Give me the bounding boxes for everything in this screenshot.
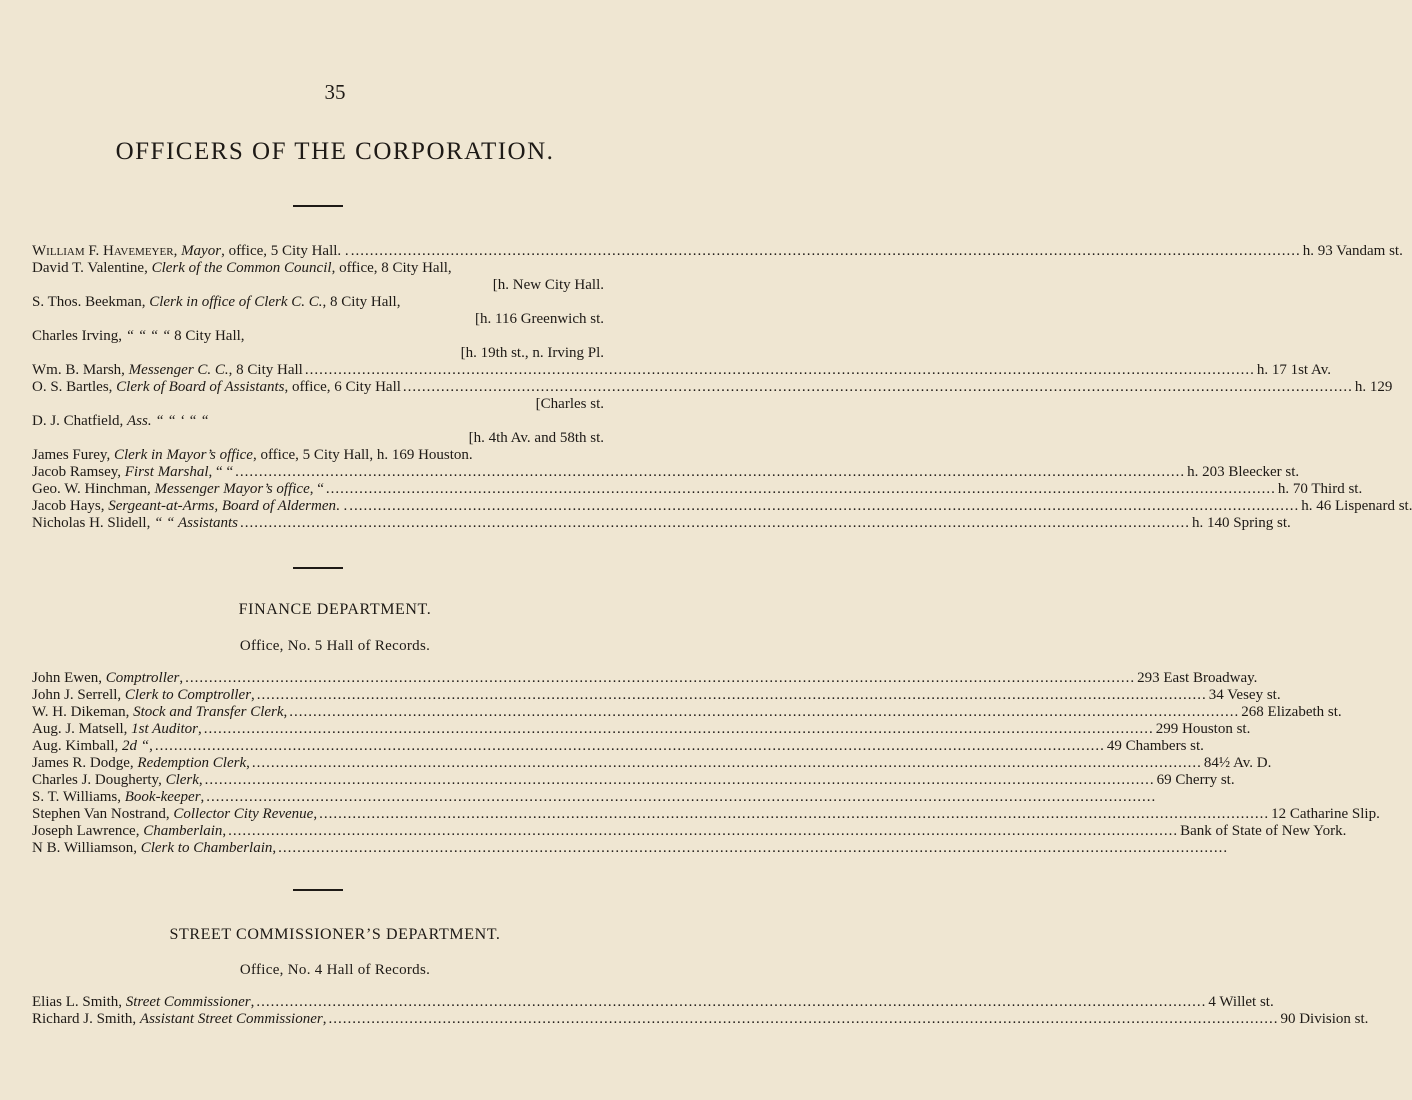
officer-address-continued: [Charles st.	[535, 396, 604, 412]
entry-left: Joseph Lawrence, Chamberlain,	[32, 823, 227, 839]
officer-address: h. 203 Bleecker st.	[1187, 464, 1300, 480]
officer-name: Wm. B. Marsh	[32, 362, 122, 378]
entry-left: James Furey, Clerk in Mayor’s office, office, 5 City Hall, h. 169 Houston.	[32, 447, 473, 463]
entry-continuation	[32, 430, 604, 447]
officer-name: Elias L. Smith	[32, 994, 119, 1010]
entry-line	[32, 328, 604, 345]
officer-entry	[32, 498, 1412, 515]
officer-address: 293 East Broadway.	[1137, 670, 1258, 686]
officer-address: h. 140 Spring st.	[1192, 515, 1291, 531]
officer-address: 90 Division st.	[1280, 1011, 1369, 1027]
officer-title: Street Commissioner	[125, 994, 251, 1010]
entry-continuation	[32, 396, 604, 413]
finance-officers-list	[32, 670, 1380, 857]
entry-left: John Ewen, Comptroller,	[32, 670, 184, 686]
officer-name: Stephen Van Nostrand	[32, 806, 166, 822]
officer-name: Charles Irving	[32, 328, 119, 344]
divider-rule	[293, 205, 343, 207]
entry-continuation	[32, 311, 604, 328]
entry-left: N B. Williamson, Clerk to Chamberlain,	[32, 840, 277, 856]
entry-continuation	[32, 345, 604, 362]
officer-title: Chamberlain	[143, 823, 223, 839]
leader-dots: ........................................................................................................................................................................................................	[203, 721, 1154, 737]
officer-title: Ass. “ “ ‘ “ “	[127, 413, 209, 429]
officer-entry	[32, 294, 604, 328]
leader-dots: ........................................................................................................................................................................................................	[349, 498, 1300, 514]
leader-dots: ........................................................................................................................................................................................................	[328, 1011, 1279, 1027]
officer-name: Jacob Hays	[32, 498, 101, 514]
entry-left: S. Thos. Beekman, Clerk in office of Clerk C. C., 8 City Hall,	[32, 294, 401, 310]
entry-continuation	[32, 277, 604, 294]
street-officers-list	[32, 994, 1369, 1028]
officer-title: Clerk in office of Clerk C. C.	[149, 294, 323, 310]
officer-office: , 8 City Hall,	[322, 294, 401, 310]
officer-entry	[32, 806, 1380, 823]
officer-entry	[32, 994, 1274, 1011]
officer-entry	[32, 515, 1291, 532]
officer-title: 1st Auditor	[131, 721, 198, 737]
officer-name: D. J. Chatfield	[32, 413, 120, 429]
officer-entry	[32, 260, 604, 294]
entry-line	[32, 294, 604, 311]
officer-title: Clerk to Comptroller	[124, 687, 252, 703]
officer-address-continued: [h. 116 Greenwich st.	[475, 311, 604, 327]
officer-office: , office, 5 City Hall, h. 169 Houston.	[252, 447, 473, 463]
leader-dots: ........................................................................................................................................................................................................	[402, 379, 1353, 395]
leader-dots: ........................................................................................................................................................................................................	[206, 789, 1157, 805]
officer-entry	[32, 362, 1332, 379]
leader-dots: ........................................................................................................................................................................................................	[240, 515, 1191, 531]
officer-entry	[32, 379, 1393, 413]
officer-address: h. 129	[1354, 379, 1393, 395]
officer-title: Sergeant-at-Arms, Board of Aldermen	[108, 498, 336, 514]
entry-left: James R. Dodge, Redemption Clerk,	[32, 755, 250, 771]
entry-left: Charles J. Dougherty, Clerk,	[32, 772, 203, 788]
officer-address: 34 Vesey st.	[1208, 687, 1281, 703]
leader-dots: ........................................................................................................................................................................................................	[304, 362, 1255, 378]
officer-entry	[32, 738, 1204, 755]
entry-left: Richard J. Smith, Assistant Street Commissioner,	[32, 1011, 327, 1027]
officer-title: Clerk	[165, 772, 199, 788]
officer-entry	[32, 772, 1235, 789]
officer-address: 4 Willet st.	[1208, 994, 1274, 1010]
officer-title: Redemption Clerk	[137, 755, 247, 771]
entry-left: Jacob Ramsey, First Marshal, “ “	[32, 464, 234, 480]
finance-heading: FINANCE DEPARTMENT.	[238, 601, 432, 618]
officer-entry	[32, 413, 604, 447]
leader-dots: ........................................................................................................................................................................................................	[319, 806, 1270, 822]
leader-dots: ........................................................................................................................................................................................................	[256, 687, 1207, 703]
page-number: 35	[324, 80, 346, 104]
entry-left: Aug. Kimball, 2d “,	[32, 738, 153, 754]
officer-title: Messenger Mayor’s office	[154, 481, 310, 497]
entry-line	[32, 260, 604, 277]
entry-left: O. S. Bartles, Clerk of Board of Assistants, office, 6 City Hall	[32, 379, 401, 395]
officer-title: Clerk of Board of Assistants	[116, 379, 285, 395]
entry-left: S. T. Williams, Book-keeper,	[32, 789, 205, 805]
entry-left: Geo. W. Hinchman, Messenger Mayor’s office, “	[32, 481, 324, 497]
officer-address: 12 Catharine Slip.	[1271, 806, 1380, 822]
street-office: Office, No. 4 Hall of Records.	[239, 962, 431, 978]
entry-left: Jacob Hays, Sergeant-at-Arms, Board of Aldermen. .	[32, 498, 348, 514]
officer-title: Clerk of the Common Council	[151, 260, 332, 276]
officer-title: Mayor	[181, 243, 222, 259]
entry-left: John J. Serrell, Clerk to Comptroller,	[32, 687, 255, 703]
officer-address: 69 Cherry st.	[1156, 772, 1235, 788]
officer-entry	[32, 721, 1251, 738]
officer-address: 299 Houston st.	[1155, 721, 1251, 737]
officer-address: h. 70 Third st.	[1277, 481, 1363, 497]
entry-left: Nicholas H. Slidell, “ “ Assistants	[32, 515, 239, 531]
entry-line	[32, 515, 1291, 532]
entry-line	[32, 413, 604, 430]
leader-dots: ........................................................................................................................................................................................................	[325, 481, 1276, 497]
officer-address: Bank of State of New York.	[1180, 823, 1347, 839]
officer-name: Geo. W. Hinchman	[32, 481, 147, 497]
officer-name: Charles J. Dougherty	[32, 772, 159, 788]
officer-name: John J. Serrell	[32, 687, 118, 703]
entry-left: William F. Havemeyer, Mayor, office, 5 City Hall. .	[32, 243, 349, 259]
officer-name: Aug. Kimball	[32, 738, 115, 754]
page-title: OFFICERS OF THE CORPORATION.	[115, 138, 555, 165]
officer-name: S. T. Williams	[32, 789, 118, 805]
officer-address: 268 Elizabeth st.	[1241, 704, 1342, 720]
entry-left: Wm. B. Marsh, Messenger C. C., 8 City Hall	[32, 362, 303, 378]
officer-title: Stock and Transfer Clerk	[133, 704, 284, 720]
officer-title: “ “ “ “	[125, 328, 171, 344]
leader-dots: ........................................................................................................................................................................................................	[350, 243, 1301, 259]
finance-office: Office, No. 5 Hall of Records.	[239, 638, 431, 654]
officer-title: Collector City Revenue	[173, 806, 314, 822]
officer-address: 84½ Av. D.	[1203, 755, 1272, 771]
officer-address: h. 17 1st Av.	[1256, 362, 1332, 378]
officer-name: O. S. Bartles	[32, 379, 109, 395]
entry-line	[32, 447, 604, 464]
leader-dots: ........................................................................................................................................................................................................	[235, 464, 1186, 480]
officer-name: Joseph Lawrence	[32, 823, 136, 839]
officer-name: William F. Havemeyer	[32, 243, 174, 259]
entry-left: Charles Irving, “ “ “ “ 8 City Hall,	[32, 328, 245, 344]
leader-dots: ........................................................................................................................................................................................................	[185, 670, 1136, 686]
leader-dots: ........................................................................................................................................................................................................	[154, 738, 1105, 754]
officer-name: Aug. J. Matsell	[32, 721, 124, 737]
officer-office: , office, 8 City Hall,	[331, 260, 452, 276]
entry-line	[32, 362, 1332, 379]
street-heading: STREET COMMISSIONER’S DEPARTMENT.	[169, 926, 501, 943]
officer-title: Comptroller	[105, 670, 180, 686]
officer-title: Clerk in Mayor’s office	[113, 447, 253, 463]
officer-entry	[32, 447, 604, 464]
officer-entry	[32, 755, 1272, 772]
officer-entry	[32, 481, 1363, 498]
officer-office: , office, 5 City Hall. .	[221, 243, 349, 259]
entry-left: W. H. Dikeman, Stock and Transfer Clerk,	[32, 704, 288, 720]
officer-entry	[32, 704, 1342, 721]
officer-office: , “	[309, 481, 324, 497]
entry-line	[32, 243, 1403, 260]
officer-entry	[32, 1011, 1369, 1028]
entry-left: D. J. Chatfield, Ass. “ “ ‘ “ “	[32, 413, 209, 429]
leader-dots: ........................................................................................................................................................................................................	[289, 704, 1240, 720]
entry-left: David T. Valentine, Clerk of the Common Council, office, 8 City Hall,	[32, 260, 452, 276]
officer-address-continued: [h. New City Hall.	[492, 277, 604, 293]
officer-name: James Furey	[32, 447, 107, 463]
officer-entry	[32, 670, 1258, 687]
officer-name: Richard J. Smith	[32, 1011, 133, 1027]
officer-name: N B. Williamson	[32, 840, 134, 856]
officer-entry	[32, 328, 604, 362]
officer-office: , office, 6 City Hall	[284, 379, 401, 395]
officer-address: 49 Chambers st.	[1106, 738, 1204, 754]
officer-title: Messenger C. C.	[128, 362, 229, 378]
officer-entry	[32, 243, 1403, 260]
officer-title: “ “ Assistants	[154, 515, 239, 531]
entry-line	[32, 498, 1412, 515]
officer-entry	[32, 823, 1347, 840]
officer-address-continued: [h. 4th Av. and 58th st.	[468, 430, 604, 446]
divider-rule	[293, 889, 343, 891]
officer-office: , 8 City Hall	[228, 362, 303, 378]
leader-dots: ........................................................................................................................................................................................................	[204, 772, 1155, 788]
leader-dots: ........................................................................................................................................................................................................	[256, 994, 1207, 1010]
officer-name: James R. Dodge	[32, 755, 130, 771]
entry-line	[32, 481, 1363, 498]
officer-name: W. H. Dikeman	[32, 704, 126, 720]
officer-title: Assistant Street Commissioner	[139, 1011, 323, 1027]
officer-address: h. 93 Vandam st.	[1302, 243, 1403, 259]
officer-entry	[32, 789, 1157, 806]
officer-entry	[32, 687, 1281, 704]
officer-title: Book-keeper	[124, 789, 201, 805]
entry-left: Aug. J. Matsell, 1st Auditor,	[32, 721, 202, 737]
officer-title: First Marshal	[124, 464, 209, 480]
leader-dots: ........................................................................................................................................................................................................	[251, 755, 1202, 771]
entry-left: Stephen Van Nostrand, Collector City Revenue,	[32, 806, 318, 822]
leader-dots: ........................................................................................................................................................................................................	[228, 823, 1179, 839]
entry-line	[32, 379, 1393, 396]
leader-dots: ........................................................................................................................................................................................................	[278, 840, 1229, 856]
officer-name: Nicholas H. Slidell	[32, 515, 147, 531]
officer-name: David T. Valentine	[32, 260, 145, 276]
officer-office: . .	[335, 498, 348, 514]
officer-entry	[32, 840, 1229, 857]
officer-title: Clerk to Chamberlain	[140, 840, 273, 856]
corporation-officers-list	[32, 243, 1412, 532]
officer-address-continued: [h. 19th st., n. Irving Pl.	[460, 345, 604, 361]
officer-name: S. Thos. Beekman	[32, 294, 142, 310]
entry-line	[32, 464, 1300, 481]
officer-office: 8 City Hall,	[170, 328, 245, 344]
officer-entry	[32, 464, 1300, 481]
officer-address: h. 46 Lispenard st.	[1301, 498, 1412, 514]
officer-name: John Ewen	[32, 670, 99, 686]
officer-office: , “ “	[208, 464, 234, 480]
entry-left: Elias L. Smith, Street Commissioner,	[32, 994, 255, 1010]
officer-name: Jacob Ramsey	[32, 464, 118, 480]
officer-title: 2d “	[122, 738, 150, 754]
divider-rule	[293, 567, 343, 569]
